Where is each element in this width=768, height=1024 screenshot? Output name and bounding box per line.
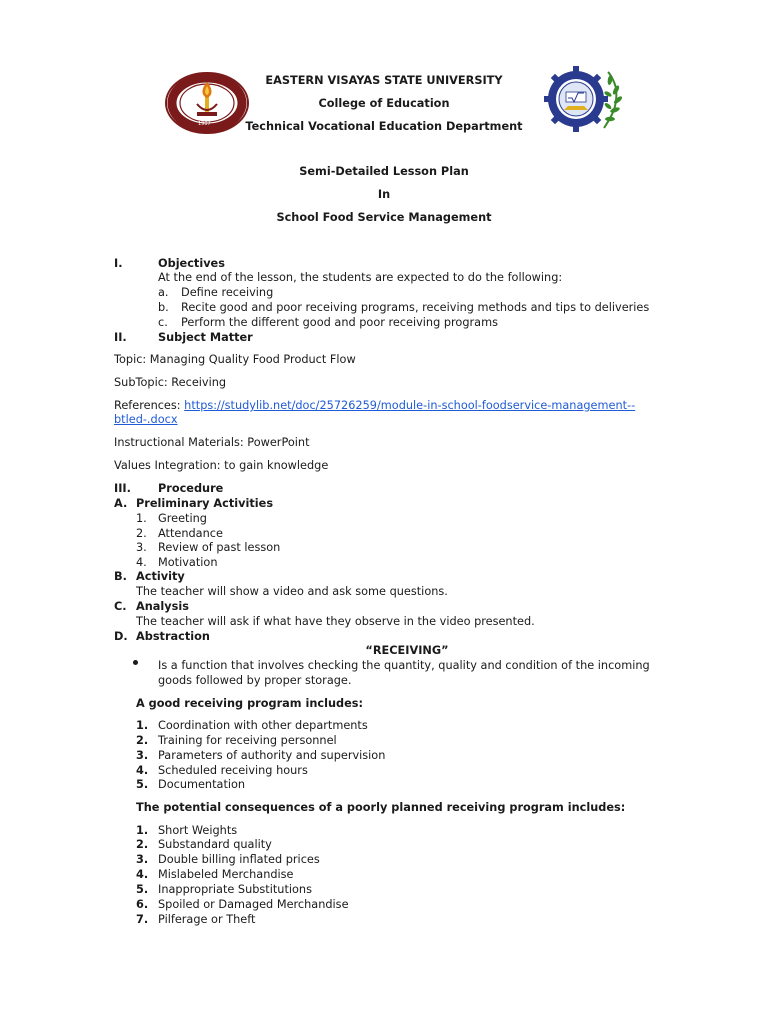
list-item-marker: 1.	[136, 824, 149, 837]
analysis-marker: C.	[114, 600, 127, 613]
list-item-marker: 4.	[136, 764, 149, 777]
university-name: EASTERN VISAYAS STATE UNIVERSITY	[265, 74, 503, 87]
list-item-marker: 4.	[136, 556, 147, 569]
list-item: Define receiving	[181, 286, 274, 299]
list-item-marker: c.	[158, 316, 168, 329]
references-line	[114, 399, 635, 412]
list-item-marker: 4.	[136, 868, 149, 881]
abstraction-heading: Abstraction	[136, 630, 210, 643]
receiving-definition: Is a function that involves checking the quantity, quality and condition of the incoming	[158, 659, 650, 672]
list-item: Short Weights	[158, 824, 238, 837]
poor-program-heading: The potential consequences of a poorly planned receiving program includes:	[136, 801, 626, 814]
list-item: Documentation	[158, 778, 246, 791]
topic-line: Topic: Managing Quality Food Product Flow	[114, 353, 356, 366]
lesson-plan-title: Semi-Detailed Lesson Plan	[299, 165, 469, 178]
subject-matter-numeral: II.	[114, 331, 127, 344]
list-item: Mislabeled Merchandise	[158, 868, 294, 881]
objectives-intro: At the end of the lesson, the students are expected to do the following:	[158, 271, 563, 284]
list-item: Parameters of authority and supervision	[158, 749, 386, 762]
reference-link-continued[interactable]: btled-.docx	[114, 413, 178, 426]
list-item-marker: 7.	[136, 913, 149, 926]
lesson-plan-subject: School Food Service Management	[276, 211, 492, 224]
list-item-marker: 5.	[136, 778, 149, 791]
values-line: Values Integration: to gain knowledge	[114, 459, 329, 472]
list-item: Double billing inflated prices	[158, 853, 320, 866]
list-item-marker: a.	[158, 286, 169, 299]
list-item: Spoiled or Damaged Merchandise	[158, 898, 349, 911]
list-item-marker: 3.	[136, 749, 149, 762]
references-label: References:	[114, 399, 185, 412]
receiving-definition-continued: goods followed by proper storage.	[158, 674, 352, 687]
college-name: College of Education	[318, 97, 450, 110]
seal-year: 1907	[198, 121, 211, 127]
bullet-icon	[133, 660, 138, 665]
activity-heading: Activity	[136, 570, 185, 583]
list-item: Greeting	[158, 512, 207, 525]
college-of-education-seal-icon	[538, 66, 628, 132]
department-name: Technical Vocational Education Department	[245, 120, 523, 133]
analysis-heading: Analysis	[136, 600, 189, 613]
good-program-heading: A good receiving program includes:	[136, 697, 363, 710]
list-item: Motivation	[158, 556, 218, 569]
list-item-marker: 3.	[136, 541, 147, 554]
list-item-marker: 5.	[136, 883, 149, 896]
subject-matter-heading: Subject Matter	[158, 331, 253, 344]
list-item: Inappropriate Substitutions	[158, 883, 312, 896]
list-item-marker: 2.	[136, 527, 147, 540]
materials-line: Instructional Materials: PowerPoint	[114, 436, 310, 449]
receiving-title: “RECEIVING”	[365, 644, 449, 657]
procedure-heading: Procedure	[158, 482, 224, 495]
reference-link[interactable]: https://studylib.net/doc/25726259/module-in-school-foodservice-management--	[184, 399, 636, 412]
activity-text: The teacher will show a video and ask some questions.	[136, 585, 448, 598]
abstraction-marker: D.	[114, 630, 128, 643]
lesson-plan-title-in: In	[377, 188, 391, 201]
analysis-text: The teacher will ask if what have they observe in the video presented.	[136, 615, 535, 628]
list-item-marker: 2.	[136, 734, 149, 747]
list-item-marker: 2.	[136, 838, 149, 851]
preliminary-marker: A.	[114, 497, 128, 510]
list-item: Pilferage or Theft	[158, 913, 256, 926]
list-item: Recite good and poor receiving programs, receiving methods and tips to deliveries	[181, 301, 650, 314]
objectives-numeral: I.	[114, 257, 123, 270]
list-item: Perform the different good and poor receiving programs	[181, 316, 498, 329]
list-item: Coordination with other departments	[158, 719, 368, 732]
subtopic-line: SubTopic: Receiving	[114, 376, 227, 389]
list-item-marker: 1.	[136, 719, 149, 732]
list-item: Scheduled receiving hours	[158, 764, 308, 777]
procedure-numeral: III.	[114, 482, 131, 495]
activity-marker: B.	[114, 570, 127, 583]
list-item-marker: b.	[158, 301, 169, 314]
list-item-marker: 1.	[136, 512, 147, 525]
preliminary-heading: Preliminary Activities	[136, 497, 274, 510]
list-item-marker: 6.	[136, 898, 149, 911]
list-item: Substandard quality	[158, 838, 272, 851]
list-item: Training for receiving personnel	[158, 734, 337, 747]
list-item: Attendance	[158, 527, 223, 540]
objectives-heading: Objectives	[158, 257, 225, 270]
references-line-continued	[114, 413, 178, 426]
list-item: Review of past lesson	[158, 541, 281, 554]
list-item-marker: 3.	[136, 853, 149, 866]
